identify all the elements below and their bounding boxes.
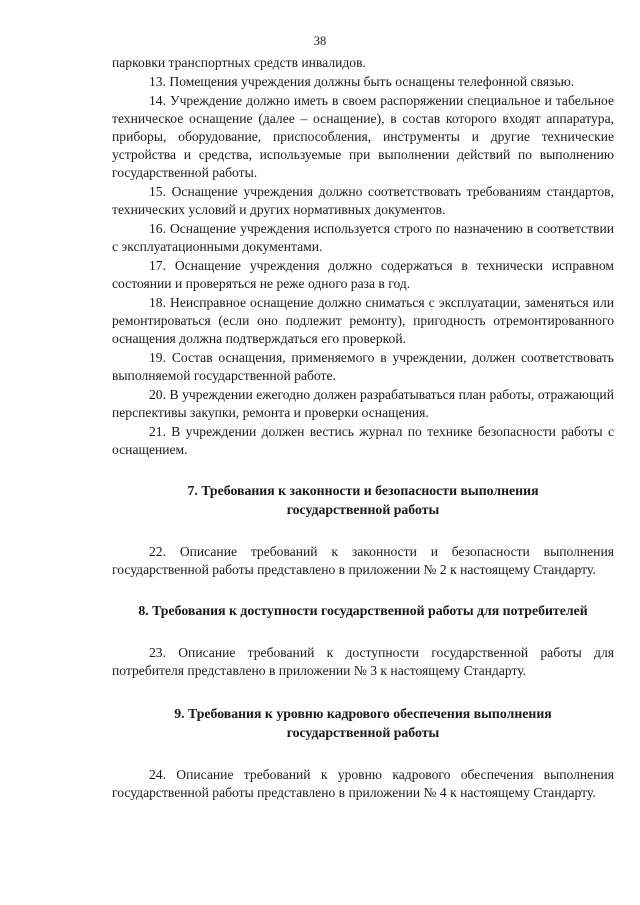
paragraph-23: 23. Описание требований к доступности государственной работы для потребителя представлено в приложении № 3 к настоящему Стандарту. [112,645,614,678]
paragraph-22: 22. Описание требований к законности и безопасности выполнения государственной работы представлено в приложении № 2 к настоящему Стандарту. [112,544,614,577]
paragraph-18: 18. Неисправное оснащение должно сниматься с эксплуатации, заменяться или ремонтироваться (если оно подлежит ремонту), пригодность отремонтированного оснащения должна подтверждаться его проверкой. [112,295,614,346]
paragraph-17: 17. Оснащение учреждения должно содержаться в технически исправном состоянии и проверяться не реже одного раза в год. [112,258,614,291]
paragraph-16: 16. Оснащение учреждения используется строго по назначению в соответствии с эксплуатационными документами. [112,221,614,254]
paragraph-20: 20. В учреждении ежегодно должен разрабатываться план работы, отражающий перспективы закупки, ремонта и проверки оснащения. [112,387,614,420]
section-9-heading-line2: государственной работы [286,725,440,740]
paragraph-21: 21. В учреждении должен вестись журнал по технике безопасности работы с оснащением. [112,424,614,457]
page-number: 38 [313,34,327,48]
section-7-heading [112,481,614,519]
intro-line: парковки транспортных средств инвалидов. [112,55,366,70]
paragraph-15: 15. Оснащение учреждения должно соответствовать требованиям стандартов, технических условий и других нормативных документов. [112,184,614,217]
section-7-heading-line1: 7. Требования к законности и безопасности выполнения [187,483,539,498]
section-7-heading-line2: государственной работы [286,502,440,517]
paragraph-24: 24. Описание требований к уровню кадрового обеспечения выполнения государственной работы представлено в приложении № 4 к настоящему Стандарту. [112,767,614,800]
section-9-heading [112,704,614,742]
paragraph-14: 14. Учреждение должно иметь в своем распоряжении специальное и табельное техническое оснащение (далее – оснащение), в состав которого входят аппаратура, приборы, оборудование, приспособления, инструменты и другие технические устройства и средства, используемые при выполнении действий по выполнению государственной работы. [112,93,614,180]
paragraph-19: 19. Состав оснащения, применяемого в учреждении, должен соответствовать выполняемой государственной работе. [112,350,614,383]
section-8-heading: 8. Требования к доступности государственной работы для потребителей [138,603,588,618]
section-9-heading-line1: 9. Требования к уровню кадрового обеспечения выполнения [174,706,552,721]
document-body [112,54,614,803]
paragraph-13: 13. Помещения учреждения должны быть оснащены телефонной связью. [149,74,575,89]
